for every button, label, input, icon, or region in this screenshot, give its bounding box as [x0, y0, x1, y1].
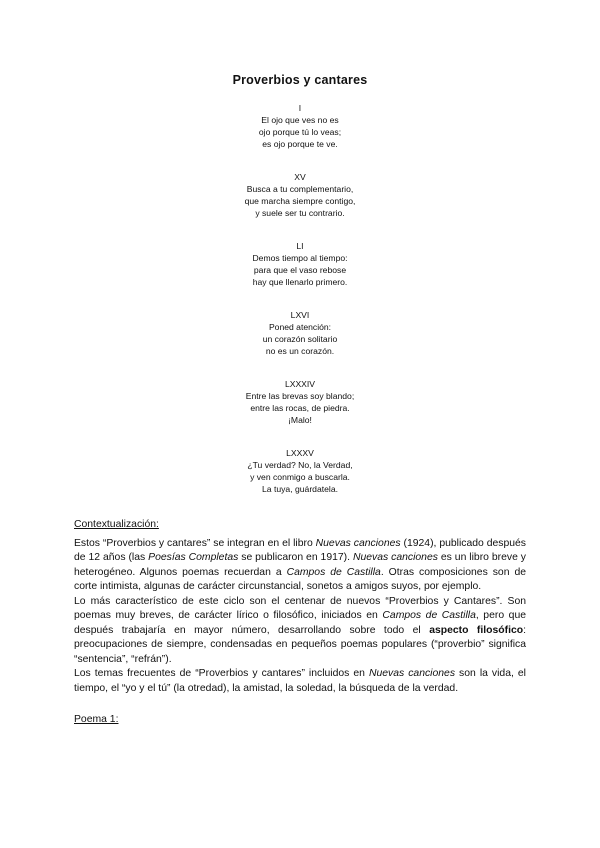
text-run: Estos “Proverbios y cantares” se integran en el libro: [74, 537, 316, 549]
text-run: (1924), publicado después de 12 años (las: [74, 537, 527, 563]
bold-term: aspecto filosófico: [429, 624, 524, 636]
italic-title: Nuevas canciones: [368, 668, 456, 679]
paragraph-3: [74, 667, 526, 696]
poem-line: para que el vaso rebose: [253, 265, 347, 275]
poem-line: ojo porque tú lo veas;: [258, 127, 342, 137]
text-run: Lo más característico de este ciclo son el centenar de nuevos “Proverbios y Cantares”. Son poemas muy breves, de carácter lírico o filosófico, iniciados en: [74, 595, 526, 621]
text-run: : preocupaciones de siempre, condensadas en pequeños poemas populares (“proverbio” significa “sentencia”, “refrán”).: [74, 624, 526, 665]
poem-LXVI: [0, 309, 600, 357]
poem-XV: [0, 171, 600, 219]
poem-number: LXVI: [290, 310, 310, 320]
italic-title: Campos de Castilla: [286, 566, 381, 578]
poema-heading: Poema 1:: [74, 714, 119, 725]
italic-title: Campos de Castilla: [382, 610, 476, 621]
poem-line: que marcha siempre contigo,: [244, 196, 356, 206]
paragraph-2: [74, 595, 526, 668]
poem-number: XV: [294, 172, 306, 182]
poem-line: y suele ser tu contrario.: [255, 208, 345, 218]
poem-I: [0, 102, 600, 150]
italic-title: Poesías Completas: [148, 552, 239, 563]
poem-LXXXV: [0, 447, 600, 495]
poem-line: El ojo que ves no es: [261, 115, 339, 125]
poem-line: y ven conmigo a buscarla.: [250, 472, 350, 482]
poem-LI: [0, 240, 600, 288]
italic-title: Nuevas canciones: [315, 537, 401, 549]
poem-LXXXIV: [0, 378, 600, 426]
italic-title: Nuevas canciones: [352, 552, 438, 563]
poem-number: LXXXIV: [284, 379, 316, 389]
contextualization-section: [74, 518, 526, 728]
text-run: Los temas frecuentes de “Proverbios y cantares” incluidos en: [74, 668, 369, 679]
poem-line: un corazón solitario: [262, 334, 338, 344]
poem-line: La tuya, guárdatela.: [262, 484, 338, 494]
poem-line: Demos tiempo al tiempo:: [252, 253, 348, 263]
poem-line: ¿Tu verdad? No, la Verdad,: [247, 460, 353, 470]
text-run: son la vida, el tiempo, el “yo y el tú” (la otredad), la amistad, la soledad, la búsqueda de la verdad.: [74, 668, 526, 694]
text-run: se publicaron en 1917).: [238, 552, 353, 563]
poem-number: LXXXV: [286, 448, 314, 458]
text-run: es un libro breve y heterogéneo. Algunos poemas recuerdan a: [74, 552, 526, 578]
poem-line: hay que llenarlo primero.: [252, 277, 348, 287]
text-run: , pero que después trabajaría en mayor número, desarrollando sobre todo el: [74, 610, 527, 636]
poem-line: Entre las brevas soy blando;: [245, 391, 355, 401]
text-run: . Otras composiciones son de corte intimista, algunas de carácter circunstancial, sonetos a amigos suyos, por ejemplo.: [74, 566, 527, 592]
section-heading: Contextualización:: [74, 519, 159, 530]
poem-line: ¡Malo!: [288, 415, 312, 425]
poem-number: LI: [296, 241, 304, 251]
poem-line: Poned atención:: [268, 322, 332, 332]
poem-number: I: [298, 103, 302, 113]
poem-line: entre las rocas, de piedra.: [250, 403, 350, 413]
poem-line: Busca a tu complementario,: [246, 184, 354, 194]
document-title: Proverbios y cantares: [232, 73, 368, 87]
poem-line: no es un corazón.: [265, 346, 335, 356]
poems-section: [0, 102, 600, 516]
paragraph-1: [74, 537, 526, 595]
poem-line: es ojo porque te ve.: [262, 139, 338, 149]
